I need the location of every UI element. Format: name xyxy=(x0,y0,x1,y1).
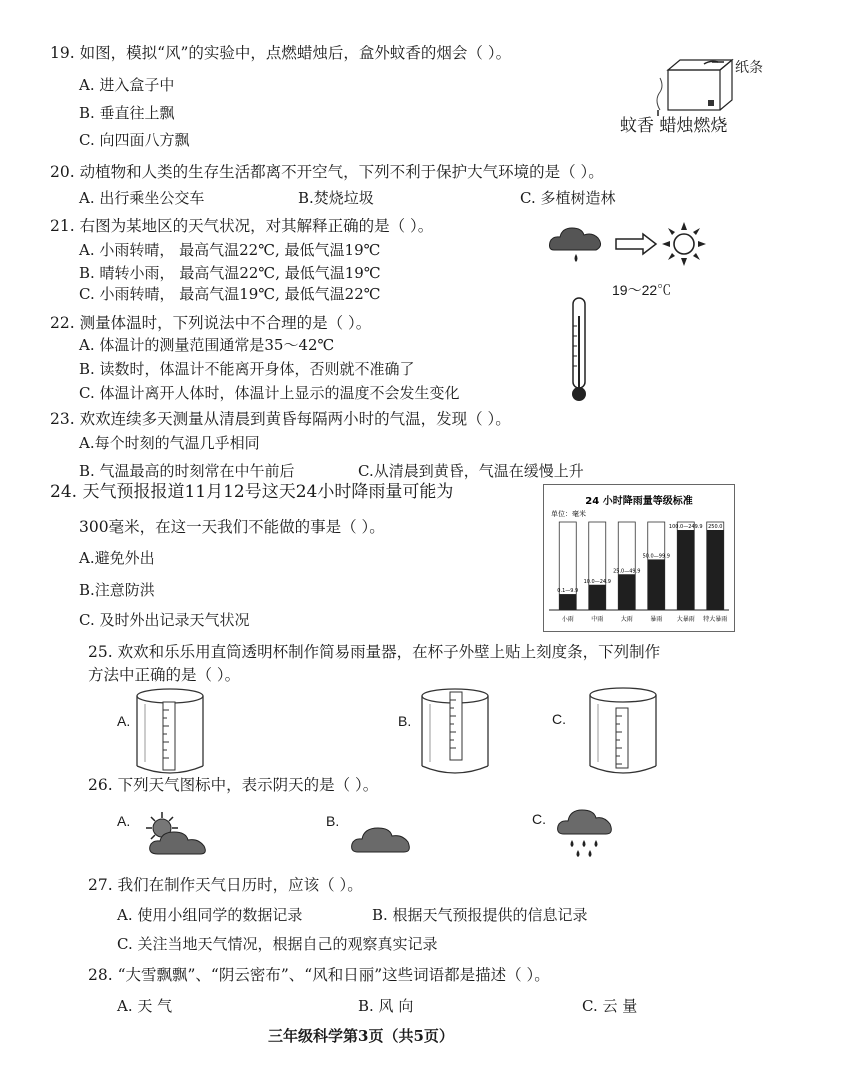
thermometer-icon xyxy=(568,296,590,406)
q28-stem: 28. “大雪飘飘”、“阴云密布”、“风和日丽”这些词语都是描述（ ）。 xyxy=(88,966,550,984)
q22-option-a: A. 体温计的测量范围通常是35～42℃ xyxy=(79,336,335,354)
q23-option-c: C.从清晨到黄昏，气温在缓慢上升 xyxy=(358,462,584,480)
q27-option-c: C. 关注当地天气情况，根据自己的观察真实记录 xyxy=(117,935,438,953)
page-footer: 三年级科学第3页（共5页） xyxy=(268,1027,454,1045)
right-arrow-icon xyxy=(615,233,657,255)
temperature-range: 19～22℃ xyxy=(612,282,672,298)
q23-stem: 23. 欢欢连续多天测量从清晨到黄昏每隔两小时的气温，发现（ ）。 xyxy=(50,410,511,428)
rain-gauge-cup-b xyxy=(418,688,492,776)
chart-bar xyxy=(677,530,694,610)
q24-option-b: B.注意防洪 xyxy=(79,581,155,599)
chart-bar xyxy=(618,574,635,610)
q25-option-b-label: B. xyxy=(398,713,412,729)
q28-option-a: A. 天 气 xyxy=(117,997,173,1015)
chart-category-label: 特大暴雨 xyxy=(703,616,728,623)
q19-option-a: A. 进入盒子中 xyxy=(79,76,175,94)
chart-value-label: 100.0—249.9 xyxy=(668,524,703,531)
chart-bar xyxy=(648,559,665,610)
q19-option-c: C. 向四面八方飘 xyxy=(79,131,190,149)
q21-option-c: C. 小雨转晴， 最高气温19℃, 最低气温22℃ xyxy=(79,285,381,303)
q20-option-b: B.焚烧垃圾 xyxy=(298,189,374,207)
q19-stem: 19. 如图，模拟“风”的实验中，点燃蜡烛后，盒外蚊香的烟会（ ）。 xyxy=(50,44,512,62)
q21-option-b: B. 晴转小雨， 最高气温22℃, 最低气温19℃ xyxy=(79,264,381,282)
chart-value-label: 0.1—9.9 xyxy=(557,588,579,595)
q27-option-b: B. 根据天气预报提供的信息记录 xyxy=(372,906,588,924)
q20-stem: 20. 动植物和人类的生存生活都离不开空气，下列不利于保护大气环境的是（ ）。 xyxy=(50,163,604,181)
q23-option-b: B. 气温最高的时刻常在中午前后 xyxy=(79,462,295,480)
q25-stem-line1: 25. 欢欢和乐乐用直筒透明杯制作简易雨量器，在杯子外壁上贴上刻度条，下列制作 xyxy=(88,643,661,661)
q25-option-c-label: C. xyxy=(552,711,566,727)
q24-stem-line2: 300毫米，在这一天我们不能做的事是（ ）。 xyxy=(79,518,385,536)
q23-option-a: A.每个时刻的气温几乎相同 xyxy=(79,434,260,452)
chart-value-label: 25.0—49.9 xyxy=(613,568,641,575)
q19-option-b: B. 垂直往上飘 xyxy=(79,104,175,122)
chart-bar xyxy=(589,585,606,610)
chart-unit-label: 单位：毫米 xyxy=(551,510,586,518)
q27-option-a: A. 使用小组同学的数据记录 xyxy=(117,906,303,924)
q21-stem: 21. 右图为某地区的天气状况，对其解释正确的是（ ）。 xyxy=(50,217,434,235)
rain-cloud-icon xyxy=(556,804,614,860)
q24-option-a: A.避免外出 xyxy=(79,549,155,567)
chart-value-label: 10.0—24.9 xyxy=(583,578,611,585)
chart-value-label: 250.0 xyxy=(708,524,723,530)
q28-option-b: B. 风 向 xyxy=(358,997,414,1015)
light-rain-cloud-icon xyxy=(548,222,604,264)
q25-stem-line2: 方法中正确的是（ ）。 xyxy=(88,666,241,684)
q24-option-c: C. 及时外出记录天气状况 xyxy=(79,611,250,629)
q21-option-a: A. 小雨转晴， 最高气温22℃, 最低气温19℃ xyxy=(79,241,381,259)
chart-category-label: 小雨 xyxy=(561,616,574,623)
chart-category-label: 大暴雨 xyxy=(676,616,695,623)
q26-option-c-label: C. xyxy=(532,811,546,827)
chart-category-label: 大雨 xyxy=(620,616,633,623)
rain-gauge-cup-c xyxy=(586,686,660,778)
q27-stem: 27. 我们在制作天气日历时，应该（ ）。 xyxy=(88,876,363,894)
q22-option-c: C. 体温计离开人体时，体温计上显示的温度不会发生变化 xyxy=(79,384,460,402)
q26-option-b-label: B. xyxy=(326,813,340,829)
partly-cloudy-icon xyxy=(140,808,212,864)
paper-strip-label: 纸条 xyxy=(735,59,763,75)
q24-stem-line1: 24. 天气预报报道11月12号这天24小时降雨量可能为 xyxy=(50,482,454,502)
q20-option-a: A. 出行乘坐公交车 xyxy=(79,189,205,207)
sun-icon xyxy=(660,220,708,268)
chart-value-label: 50.0—99.9 xyxy=(642,553,670,560)
q26-stem: 26. 下列天气图标中，表示阴天的是（ ）。 xyxy=(88,776,379,794)
q28-option-c: C. 云 量 xyxy=(582,997,638,1015)
chart-bar xyxy=(707,530,724,610)
overcast-cloud-icon xyxy=(350,814,412,860)
rainfall-standard-chart xyxy=(543,484,735,632)
chart-category-label: 中雨 xyxy=(591,616,604,623)
q26-option-a-label: A. xyxy=(117,813,131,829)
q20-option-c: C. 多植树造林 xyxy=(520,189,616,207)
q22-option-b: B. 读数时，体温计不能离开身体，否则就不准确了 xyxy=(79,360,415,378)
chart-bar xyxy=(559,594,576,610)
chart-title: 24 小时降雨量等级标准 xyxy=(585,496,693,507)
q25-option-a-label: A. xyxy=(117,713,131,729)
chart-category-label: 暴雨 xyxy=(650,616,663,623)
figure-caption: 蚊香 蜡烛燃烧 xyxy=(620,116,728,136)
q22-stem: 22. 测量体温时，下列说法中不合理的是（ ）。 xyxy=(50,314,372,332)
rain-gauge-cup-a xyxy=(133,688,207,776)
